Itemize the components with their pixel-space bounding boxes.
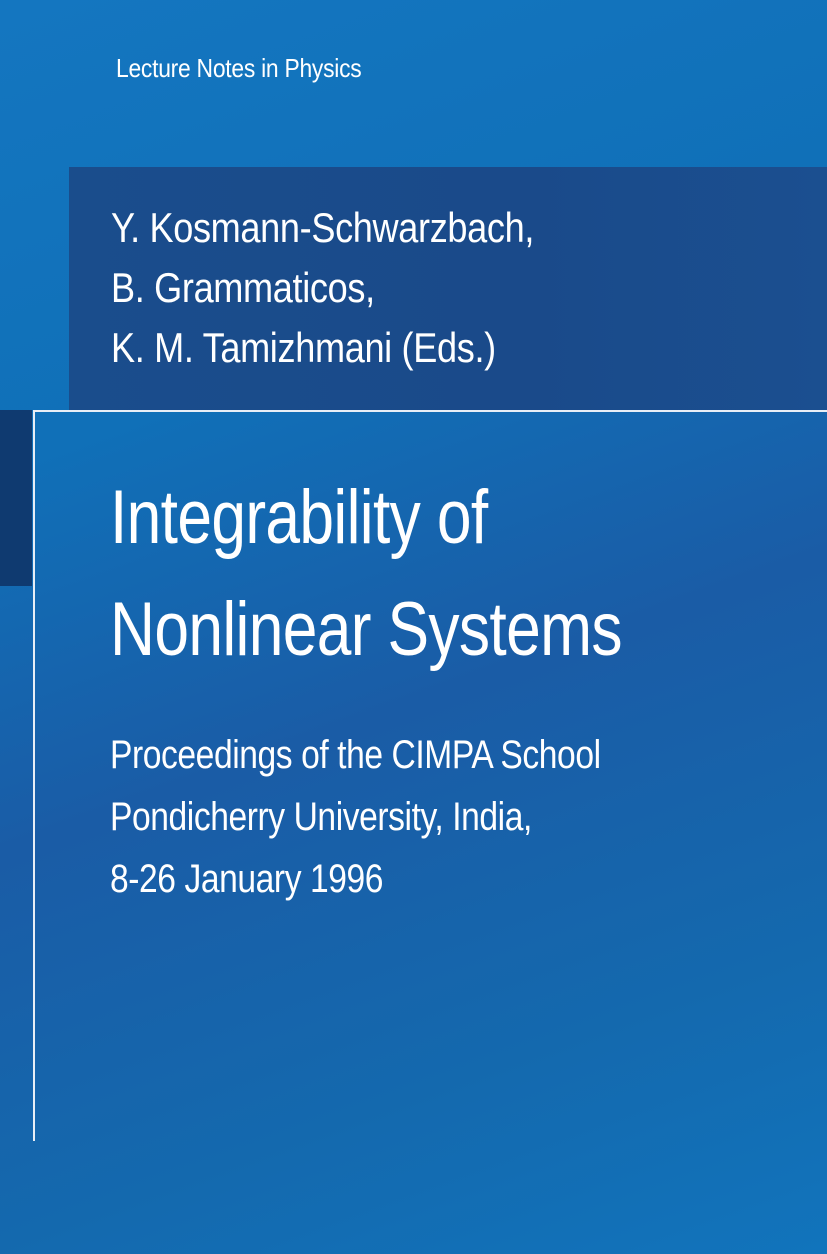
editor-name: K. M. Tamizhmani (Eds.) (111, 324, 496, 371)
book-title (110, 462, 622, 686)
series-name: Lecture Notes in Physics (116, 53, 362, 83)
subtitle-line: 8-26 January 1996 (110, 857, 384, 901)
editor-name: Y. Kosmann-Schwarzbach, (111, 204, 535, 251)
title-line: Nonlinear Systems (110, 587, 622, 672)
frame-line-top (33, 410, 827, 412)
side-tab (0, 410, 32, 586)
editor-name: B. Grammaticos, (111, 264, 375, 311)
subtitle-line: Pondicherry University, India, (110, 795, 532, 839)
frame-line-left (33, 410, 35, 1141)
title-line: Integrability of (110, 475, 488, 560)
subtitle (110, 724, 694, 910)
subtitle-line: Proceedings of the CIMPA School (110, 733, 601, 777)
editors-list (111, 198, 603, 378)
